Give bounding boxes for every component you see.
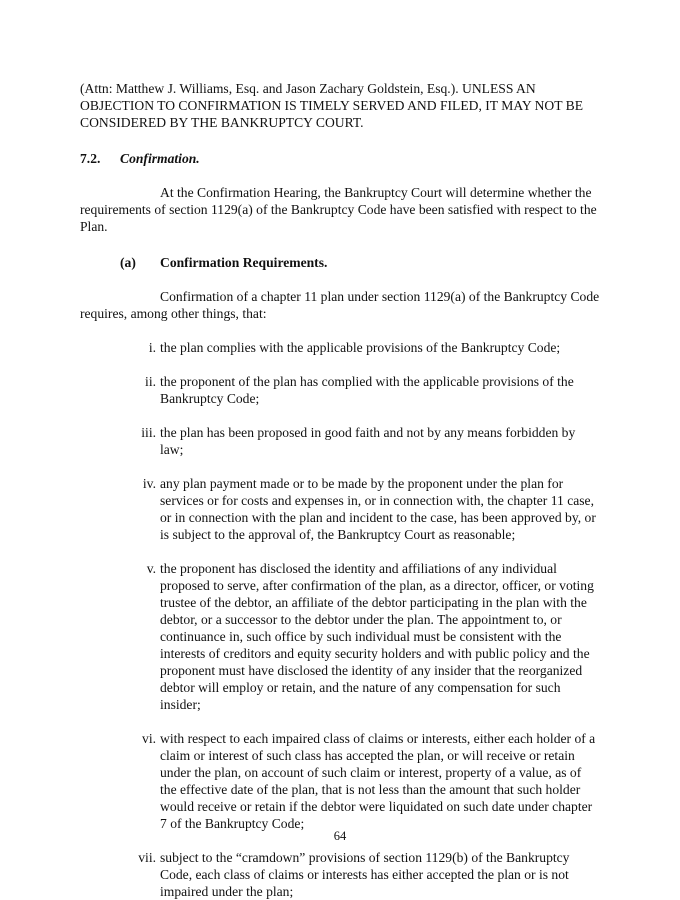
list-item [80, 730, 600, 832]
section-title: Confirmation. [120, 151, 200, 166]
list-text: any plan payment made or to be made by the proponent under the plan for services or for costs and expenses in, or in connection with, the chapter 11 case, or in connection with the plan and incident to the case, has been approved by, or is subject to the approval of, the Bankruptcy Court as reasonable; [160, 476, 596, 542]
list-text: the plan complies with the applicable provisions of the Bankruptcy Code; [160, 340, 561, 355]
list-item [80, 560, 600, 713]
list-text: with respect to each impaired class of claims or interests, either each holder of a claim or interest of such class has accepted the plan, or will receive or retain under the plan, on account of such claim or interest, property of a value, as of the effective date of the plan, that is not less than the amount that such holder would receive or retain if the debtor were liquidated on such date under chapter 7 of the Bankruptcy Code; [160, 731, 596, 831]
section-paragraph: At the Confirmation Hearing, the Bankruptcy Court will determine whether the requirements of section 1129(a) of the Bankruptcy Code have been satisfied with respect to the Plan. [80, 185, 597, 234]
requirements-list [80, 339, 600, 900]
subsection-title: Confirmation Requirements. [160, 255, 328, 270]
list-item [80, 424, 600, 458]
list-text: the proponent of the plan has complied with the applicable provisions of the Bankruptcy Code; [160, 374, 574, 406]
section-number: 7.2. [80, 151, 101, 166]
list-text: subject to the “cramdown” provisions of section 1129(b) of the Bankruptcy Code, each class of claims or interests has either accepted the plan or is not impaired under the plan; [160, 850, 570, 899]
list-numeral: vi. [142, 731, 156, 746]
list-text: the proponent has disclosed the identity and affiliations of any individual proposed to serve, after confirmation of the plan, as a director, officer, or voting trustee of the debtor, an affiliate of the debtor participating in the plan with the debtor, or a successor to the debtor under the plan. The appointment to, or continuance in, such office by such individual must be consistent with the interests of creditors and equity security holders and with public policy and the proponent must have disclosed the identity of any insider that the reorganized debtor will employ or retain, and the nature of any compensation for such insider; [160, 561, 594, 712]
list-item [80, 373, 600, 407]
intro-paragraph: (Attn: Matthew J. Williams, Esq. and Jason Zachary Goldstein, Esq.). UNLESS AN OBJECTION TO CONFIRMATION IS TIMELY SERVED AND FILED, IT MAY NOT BE CONSIDERED BY THE BANKRUPTCY COURT. [80, 81, 584, 130]
section-heading [80, 150, 600, 167]
list-numeral: iv. [142, 476, 156, 491]
list-item [80, 475, 600, 543]
list-numeral: v. [146, 561, 156, 576]
list-text: the plan has been proposed in good faith and not by any means forbidden by law; [160, 425, 576, 457]
list-numeral: ii. [145, 374, 156, 389]
subsection-paragraph: Confirmation of a chapter 11 plan under section 1129(a) of the Bankruptcy Code requires, among other things, that: [80, 289, 600, 321]
list-numeral: vii. [138, 850, 156, 865]
subsection-number: (a) [120, 255, 136, 270]
list-numeral: i. [148, 340, 156, 355]
page-number: 64 [333, 829, 347, 843]
document-page [80, 80, 600, 900]
list-item [80, 849, 600, 900]
list-numeral: iii. [141, 425, 156, 440]
list-item [80, 339, 600, 356]
subsection-heading [80, 254, 600, 271]
